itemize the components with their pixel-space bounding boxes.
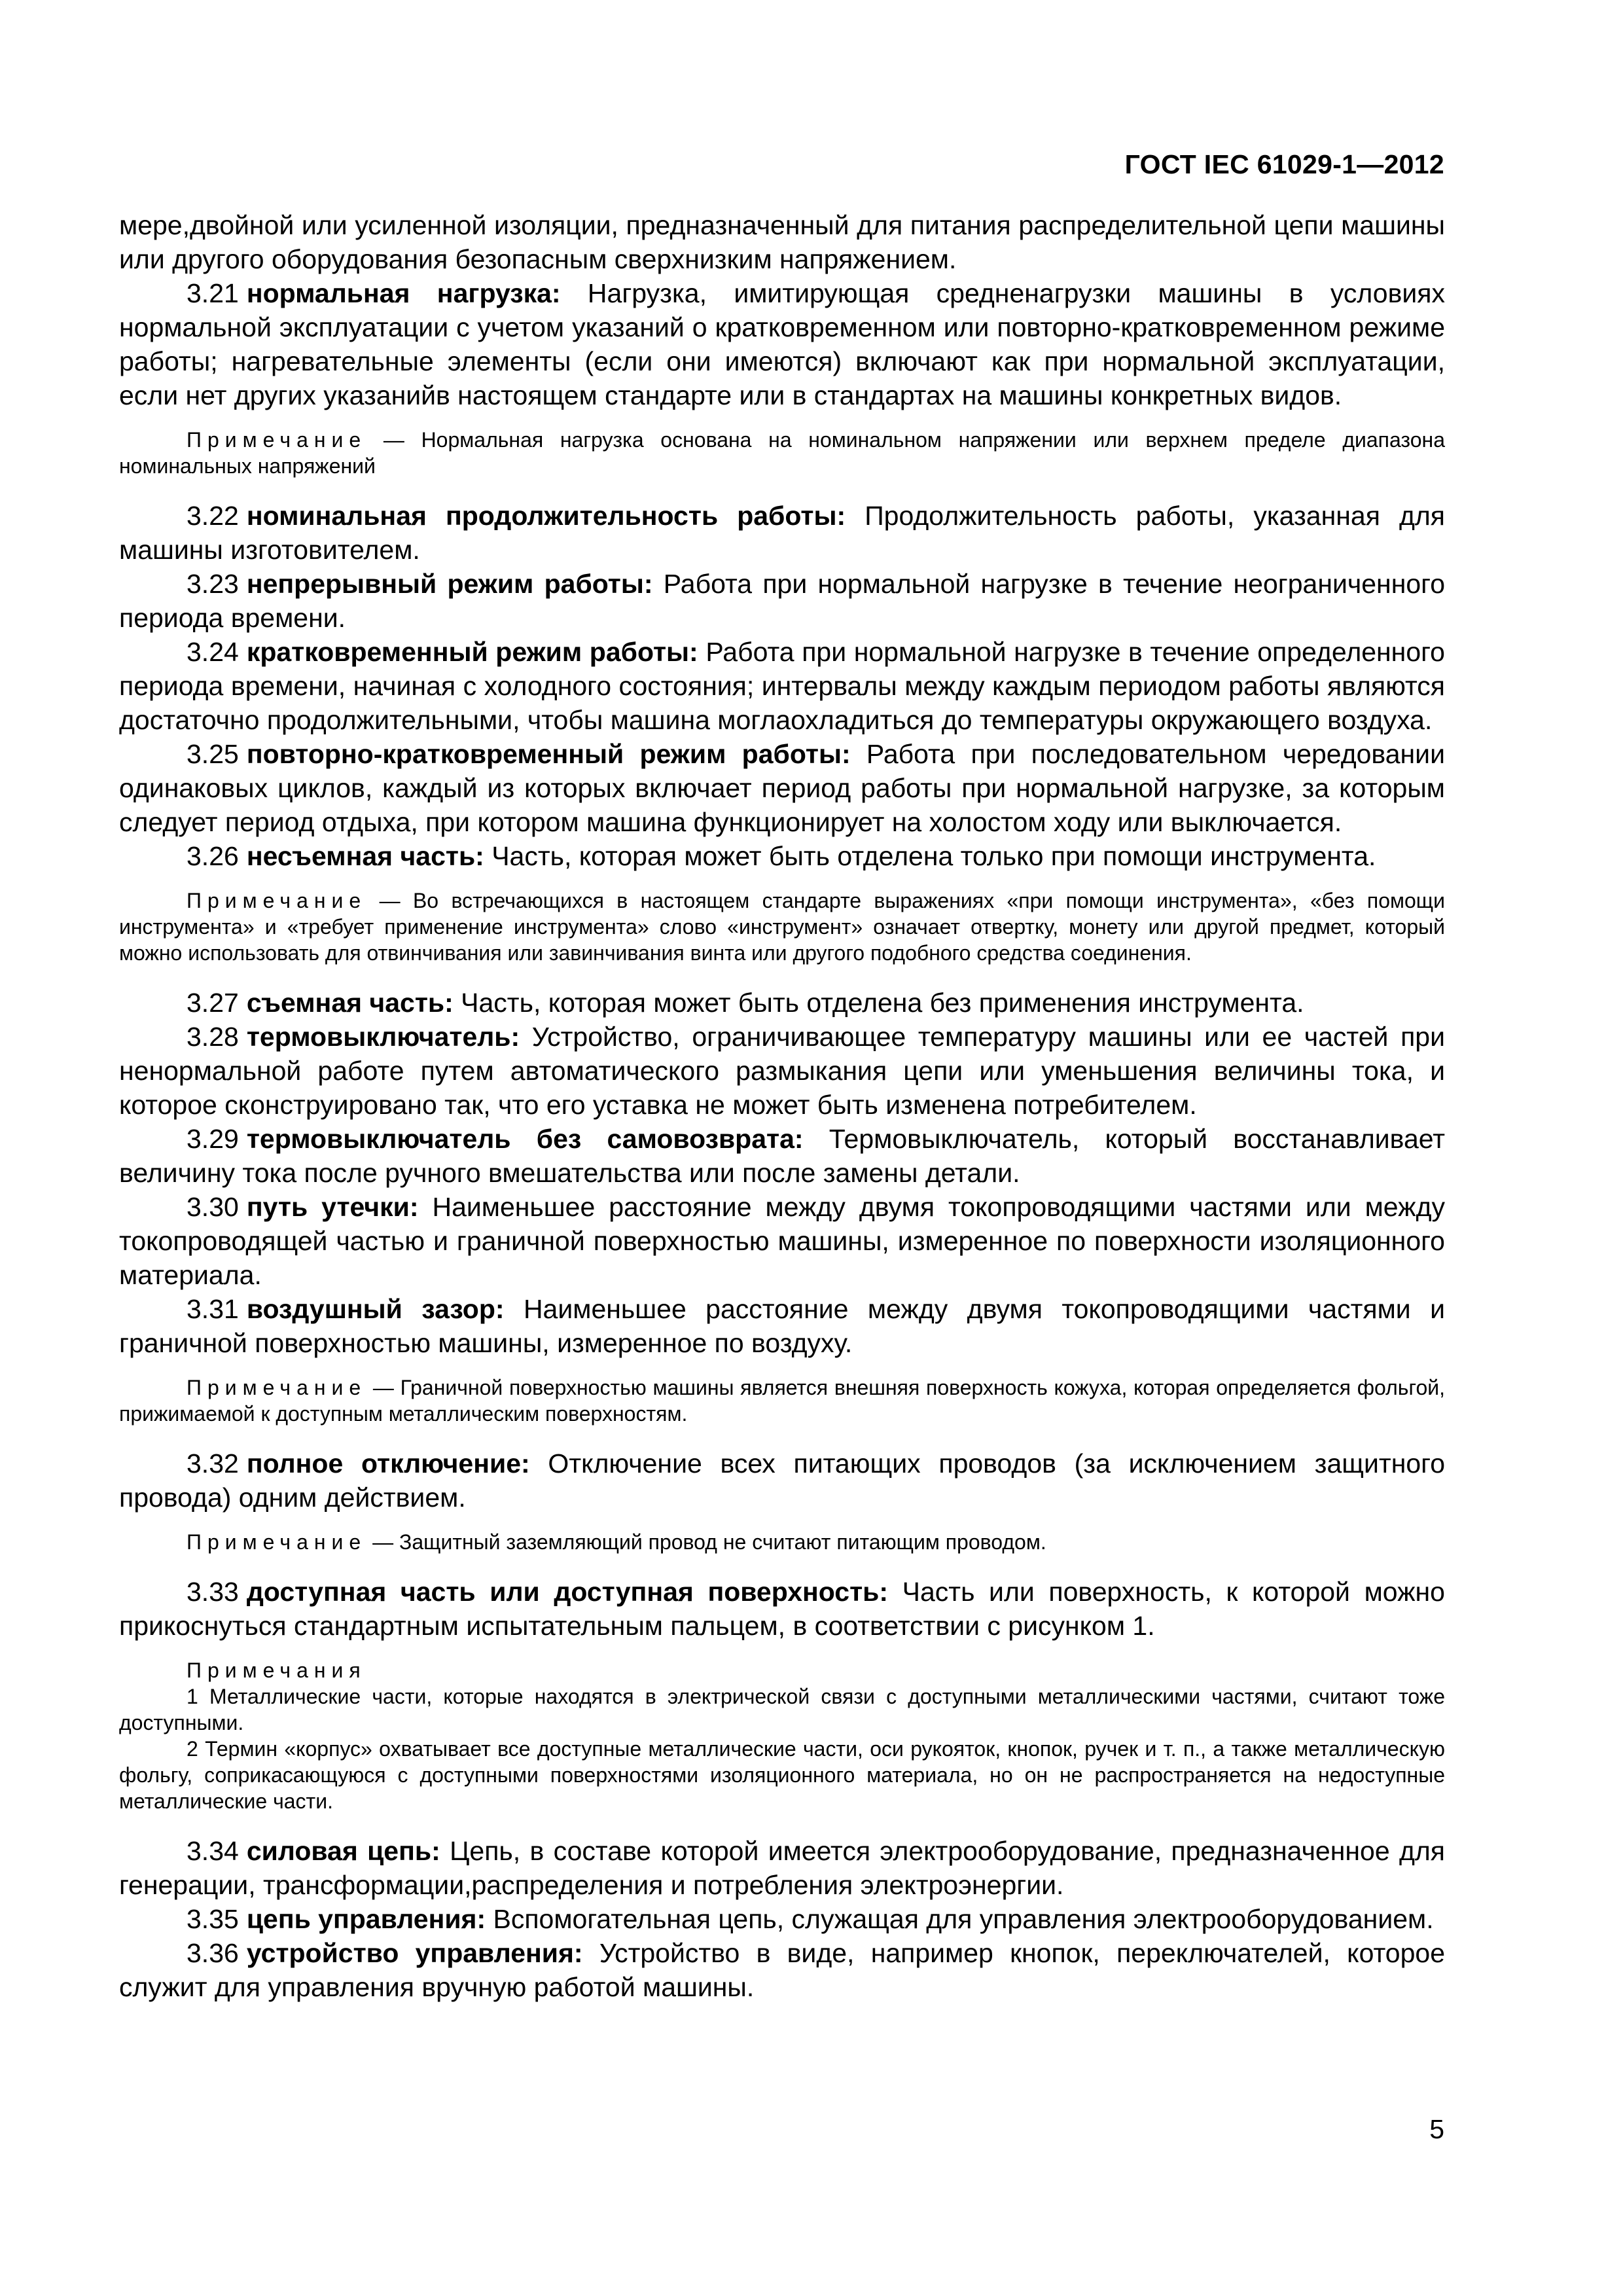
page-content <box>119 208 1445 2004</box>
note-3-31: Примечание — Граничной поверхностью машины является внешняя поверхность кожуха, которая определяется фольгой, прижимаемой к доступным металлическим поверхностям. <box>119 1376 1445 1426</box>
note-3-33-2: 2 Термин «корпус» охватывает все доступные металлические части, оси рукояток, кнопок, ручек и т. п., а также металлическую фольгу, соприкасающуюся с доступными поверхностями изоляционного материала, но он не распространяется на недоступные металлические части. <box>119 1737 1445 1813</box>
term: номинальная продолжительность работы: <box>246 501 846 531</box>
term: нормальная нагрузка: <box>246 278 561 308</box>
clause-3-36: 3.36 устройство управления: Устройство в виде, например кнопок, переключателей, которое служит для управления вручную работой машины. <box>119 1938 1445 2002</box>
note-3-33-1: 1 Металлические части, которые находятся в электрической связи с доступными металлическими частями, считают тоже доступными. <box>119 1685 1445 1734</box>
clause-3-23: 3.23 непрерывный режим работы: Работа при нормальной нагрузке в течение неограниченного периода времени. <box>119 569 1445 633</box>
note-label: Примечание <box>187 428 367 452</box>
term: доступная часть или доступная поверхность: <box>246 1577 889 1607</box>
term: устройство управления: <box>246 1938 583 1968</box>
note-3-21: Примечание — Нормальная нагрузка основана на номинальном напряжении или верхнем пределе диапазона номинальных напряжений <box>119 428 1445 478</box>
continuation-paragraph: мере,двойной или усиленной изоляции, предназначенный для питания распределительной цепи машины или другого оборудования безопасным сверхнизким напряжением. <box>119 210 1445 274</box>
notes-3-33-label <box>119 1657 1445 1683</box>
note-3-26: Примечание — Во встречающихся в настоящем стандарте выражениях «при помощи инструмента», «без помощи инструмента» и «требует применение инструмента» слово «инструмент» означает отвертку, монету или другой предмет, который можно использовать для отвинчивания или завинчивания винта или другого подобного средства соединения. <box>119 889 1445 965</box>
clause-3-27: 3.27 съемная часть: Часть, которая может быть отделена без применения инструмента. <box>187 988 1304 1018</box>
clause-3-26: 3.26 несъемная часть: Часть, которая может быть отделена только при помощи инструмента. <box>187 841 1376 871</box>
term: несъемная часть: <box>246 841 484 871</box>
clause-3-31: 3.31 воздушный зазор: Наименьшее расстояние между двумя токопроводящими частями и граничной поверхностью машины, измеренное по воздуху. <box>119 1294 1445 1358</box>
term: путь утечки: <box>246 1192 419 1222</box>
clause-3-28: 3.28 термовыключатель: Устройство, ограничивающее температуру машины или ее частей при ненормальной работе путем автоматического размыкания цепи или уменьшения величины тока, и которое сконструировано так, что его уставка не может быть изменена потребителем. <box>119 1022 1445 1120</box>
term: термовыключатель: <box>246 1022 520 1052</box>
term: термовыключатель без самовозврата: <box>246 1124 804 1154</box>
term: силовая цепь: <box>246 1836 440 1866</box>
clause-3-32: 3.32 полное отключение: Отключение всех питающих проводов (за исключением защитного провода) одним действием. <box>119 1448 1445 1513</box>
term: воздушный зазор: <box>246 1294 505 1324</box>
note-label: Примечание <box>187 889 367 912</box>
clause-3-30: 3.30 путь утечки: Наименьшее расстояние между двумя токопроводящими частями или между токопроводящей частью и граничной поверхностью машины, измеренное по поверхности изоляционного материала. <box>119 1192 1445 1290</box>
clause-3-33: 3.33 доступная часть или доступная поверхность: Часть или поверхность, к которой можно прикоснуться стандартным испытательным пальцем, в соответствии с рисунком 1. <box>119 1577 1445 1641</box>
clause-3-22: 3.22 номинальная продолжительность работы: Продолжительность работы, указанная для машины изготовителем. <box>119 501 1446 565</box>
note-label: Примечание <box>187 1530 367 1554</box>
term: полное отключение: <box>246 1448 530 1479</box>
clause-3-24: 3.24 кратковременный режим работы: Работа при нормальной нагрузке в течение определенного периода времени, начиная с холодного состояния; интервалы между каждым периодом работы являются достаточно продолжительными, чтобы машина моглаохладиться до температуры окружающего воздуха. <box>119 637 1445 735</box>
clause-3-34: 3.34 силовая цепь: Цепь, в составе которой имеется электрооборудование, предназначенное для генерации, трансформации,распределения и потребления электроэнергии. <box>119 1836 1446 1900</box>
note-3-32: Примечание — Защитный заземляющий провод не считают питающим проводом. <box>187 1530 1046 1554</box>
clause-3-21: 3.21 нормальная нагрузка: Нагрузка, имитирующая средненагрузки машины в условиях нормальной эксплуатации с учетом указаний о кратковременном или повторно-кратковременном режиме работы; нагревательные элементы (если они имеются) включают как при нормальной эксплуатации, если нет других указанийв настоящем стандарте или в стандартах на машины конкретных видов. <box>119 278 1445 410</box>
page-number: 5 <box>1429 2114 1444 2144</box>
clause-3-25: 3.25 повторно-кратковременный режим работы: Работа при последовательном чередовании одинаковых циклов, каждый из которых включает период работы при нормальной нагрузке, за которым следует период отдыха, при котором машина функционирует на холостом ходу или выключается. <box>119 739 1445 837</box>
term: съемная часть: <box>246 988 454 1018</box>
term: кратковременный режим работы: <box>246 637 698 667</box>
note-label: Примечание <box>187 1376 367 1399</box>
clause-3-29: 3.29 термовыключатель без самовозврата: Термовыключатель, который восстанавливает величину тока после ручного вмешательства или после замены детали. <box>119 1124 1445 1188</box>
term: цепь управления: <box>246 1904 486 1934</box>
notes-label: Примечания <box>187 1659 366 1682</box>
clause-3-35: 3.35 цепь управления: Вспомогательная цепь, служащая для управления электрооборудованием. <box>187 1904 1434 1934</box>
term: непрерывный режим работы: <box>246 569 653 599</box>
document-code: ГОСТ IEC 61029-1—2012 <box>1124 149 1444 179</box>
term: повторно-кратковременный режим работы: <box>246 739 851 769</box>
